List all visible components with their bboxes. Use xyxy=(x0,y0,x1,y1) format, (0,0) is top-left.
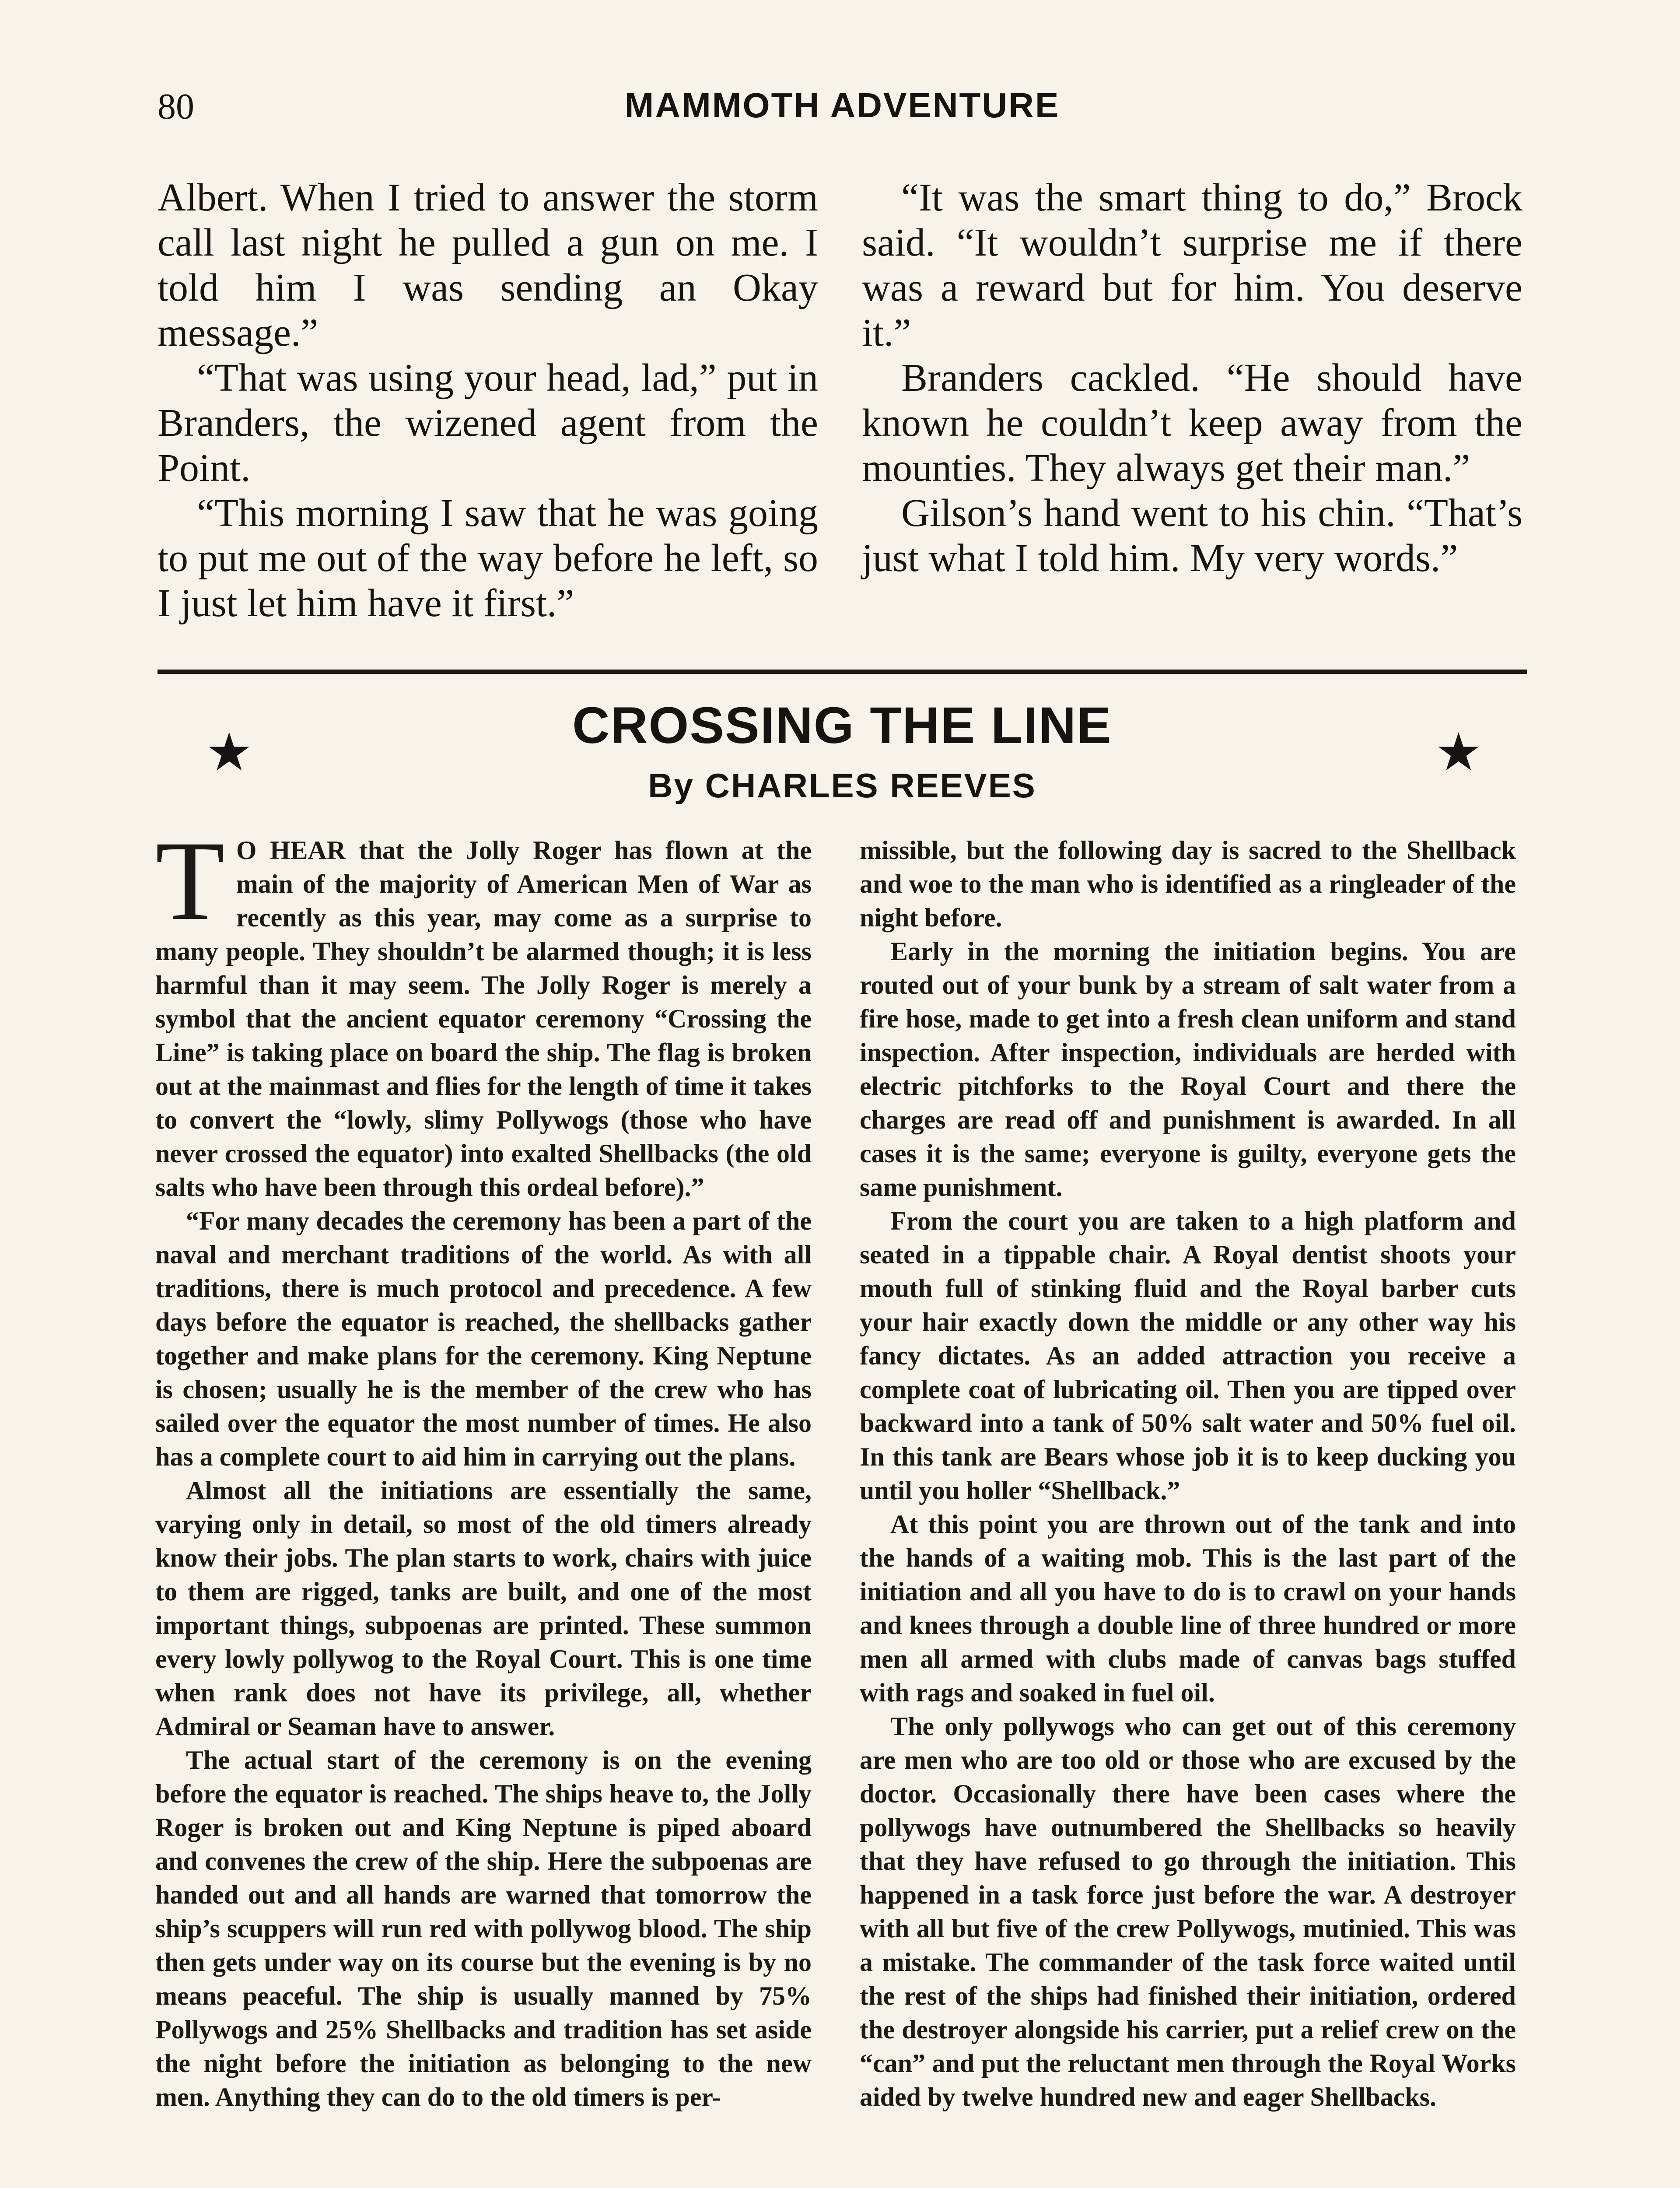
paragraph: Early in the morning the initiation begins. You are routed out of your bunk by a stream of salt water from a fire hose, made to get into a fresh clean uniform and stand inspection. After inspection, individuals are herded with electric pitchforks to the Royal Court and there the charges are read off and punishment is awarded. In all cases it is the same; everyone is guilty, everyone gets the same punishment. xyxy=(860,937,1516,1202)
magazine-title: MAMMOTH ADVENTURE xyxy=(624,86,1060,125)
previous-story-ending xyxy=(158,175,1527,643)
paragraph: From the court you are taken to a high platform and seated in a tippable chair. A Royal dentist shoots your mouth full of stinking fluid and the Royal barber cuts your hair exactly down the middle or any other way his fancy dictates. As an added attraction you receive a complete coat of lubricating oil. Then you are tipped over backward into a tank of 50% salt water and 50% fuel oil. In this tank are Bears whose job it is to keep ducking you until you holler “Shellback.” xyxy=(860,1206,1516,1505)
star-icon: ★ xyxy=(206,722,253,783)
paragraph: “This morning I saw that he was going to put me out of the way before he left, so I just let him have it first.” xyxy=(158,491,818,625)
article-byline: By CHARLES REEVES xyxy=(648,766,1036,805)
running-header xyxy=(158,85,1527,133)
paragraph: The actual start of the ceremony is on the evening before the equator is reached. The ships heave to, the Jolly Roger is broken out and King Neptune is piped aboard and convenes the crew of the ship. Here the subpoenas are handed out and all hands are warned that tomorrow the ship’s scuppers will run red with pollywog blood. The ship then gets under way on its course but the evening is by no means peaceful. The ship is usually manned by 75% Pollywogs and 25% Shellbacks and tradition has set aside the night before the initiation as belonging to the new men. Anything they can do to the old timers is per- xyxy=(155,1746,812,2111)
paragraph: Branders cackled. “He should have known he couldn’t keep away from the mounties. They always get their man.” xyxy=(862,356,1522,490)
page-number: 80 xyxy=(158,86,194,127)
paragraph: T O HEAR that the Jolly Roger has flown at the main of the majority of American Men of War as recently as this year, may come as a surprise to many people. They shouldn’t be alarmed though; it is less harmful than it may seem. The Jolly Roger is merely a symbol that the ancient equator ceremony “Crossing the Line” is taking place on board the ship. The flag is broken out at the mainmast and flies for the length of time it takes to convert the “lowly, slimy Pollywogs (those who have never crossed the equator) into exalted Shellbacks (the old salts who have been through this ordeal before).” xyxy=(155,818,812,1202)
star-icon: ★ xyxy=(1435,722,1482,783)
previous-story-right-column xyxy=(862,175,1522,581)
paragraph: “That was using your head, lad,” put in Branders, the wizened agent from the Point. xyxy=(158,356,818,490)
paragraph: At this point you are thrown out of the tank and into the hands of a waiting mob. This is the last part of the initiation and all you have to do is to crawl on your hands and knees through a double line of three hundred or more men all armed with clubs made of canvas bags stuffed with rags and soaked in fuel oil. xyxy=(860,1510,1516,1707)
article-title: CROSSING THE LINE xyxy=(572,697,1112,754)
article-right-column xyxy=(860,834,1516,2114)
paragraph: Almost all the initiations are essentially the same, varying only in detail, so most of the old timers already know their jobs. The plan starts to work, chairs with juice to them are rigged, tanks are built, and one of the most important things, subpoenas are printed. These summon every lowly pollywog to the Royal Court. This is one time when rank does not have its privilege, all, whether Admiral or Seaman have to answer. xyxy=(155,1476,812,1741)
paragraph: Gilson’s hand went to his chin. “That’s just what I told him. My very words.” xyxy=(862,491,1522,580)
section-divider xyxy=(158,670,1527,674)
paragraph: missible, but the following day is sacred to the Shellback and woe to the man who is identified as a ringleader of the night before. xyxy=(860,836,1516,932)
paragraph: “It was the smart thing to do,” Brock said. “It wouldn’t surprise me if there was a reward but for him. You deserve it.” xyxy=(862,176,1522,354)
paragraph: The only pollywogs who can get out of this ceremony are men who are too old or those who are excused by the doctor. Occasionally there have been cases where the pollywogs have outnumbered the Shellbacks so heavily that they have refused to go through the initiation. This happened in a task force just before the war. A destroyer with all but five of the crew Pollywogs, mutinied. This was a mistake. The commander of the task force waited until the rest of the ships had finished their initiation, ordered the destroyer alongside his carrier, put a relief crew on the “can” and put the reluctant men through the Royal Works aided by twelve hundred new and eager Shellbacks. xyxy=(860,1712,1516,2111)
article-left-column xyxy=(155,818,812,2114)
paragraph: Albert. When I tried to answer the storm call last night he pulled a gun on me. I told him I was sending an Okay message.” xyxy=(158,176,818,354)
drop-cap: T xyxy=(155,818,225,944)
paragraph: “For many decades the ceremony has been a part of the naval and merchant traditions of the world. As with all traditions, there is much protocol and precedence. A few days before the equator is reached, the shellbacks gather together and make plans for the ceremony. King Neptune is chosen; usually he is the member of the crew who has sailed over the equator the most number of times. He also has a complete court to aid him in carrying out the plans. xyxy=(155,1206,812,1471)
previous-story-left-column xyxy=(158,175,818,626)
